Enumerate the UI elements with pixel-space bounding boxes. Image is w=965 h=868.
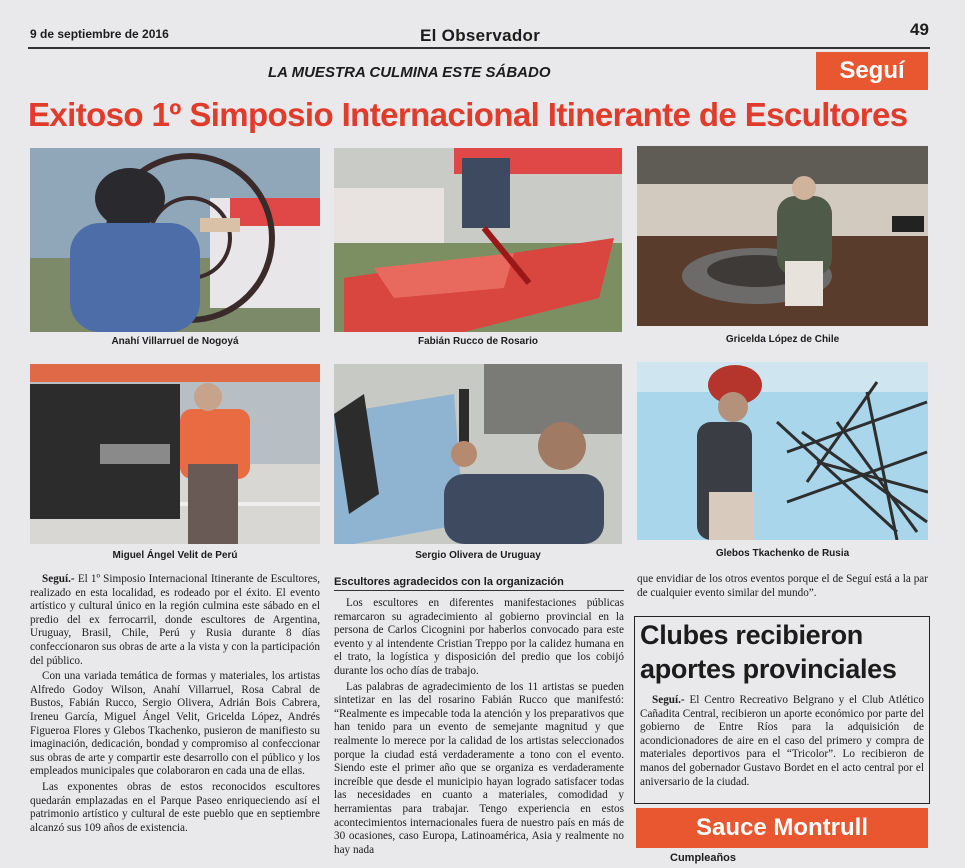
article-paragraph: Con una variada temática de formas y materiales, los artistas Alfredo Godoy Wilson, Anahí Villarruel, Rosa Cabral de Bustos, Fabián Rucco, Sergio Olivera, Adrián Bois Cabrera, Ireneu García, Miguel Ángel Velit, Gricelda López, Andrés Figueroa Flores y Glebos Tkachenko, pusieron de manifiesto su imaginación, dedicación, bondad y compromiso al confeccionar sus obras de arte y compartir este desarrollo con el público y los empleados municipales que colaboraron en cada una de ellas.: [30, 670, 320, 778]
section-band-sauce-montrull: Sauce Montrull: [636, 808, 928, 848]
photo-caption: Fabián Rucco de Rosario: [417, 336, 539, 347]
article-column-3: [637, 573, 928, 602]
photo-caption: Anahí Villarruel de Nogoyá: [111, 336, 239, 347]
article-paragraph: Seguí.- El 1º Simposio Internacional Itinerante de Escultores, realizado en esta localidad, es rodeado por el éxito. El evento artístico y cultural único en la región culmina este sábado en el predio del ex ferrocarril, donde escultores de Argentina, Uruguay, Brasil, Chile, Perú y Rusia durante 8 días confeccionaron sus obras de arte a la vista y con la participación del público.: [30, 573, 320, 667]
article-column-1: [30, 573, 320, 837]
article-paragraph: Las exponentes obras de estos reconocidos escultores quedarán emplazadas en el Parque Paseo enriqueciendo así el patrimonio artístico y cultural de este pueblo que en septiembre alcanzó sus 109 años de existencia.: [30, 780, 320, 834]
photo-caption: Sergio Olivera de Uruguay: [415, 550, 541, 561]
photo-fabian-rucco: [334, 148, 622, 332]
sidebar-title: Clubes recibieron aportes provinciales: [640, 620, 897, 684]
issue-date: 9 de septiembre de 2016: [30, 27, 169, 41]
headline: Exitoso 1º Simposio Internacional Itinerante de Escultores: [28, 96, 908, 133]
header-rule: [28, 47, 930, 49]
photo-miguel-angel-velit: [30, 364, 320, 544]
photo-sergio-olivera: [334, 364, 622, 544]
article-paragraph: Los escultores en diferentes manifestaciones públicas remarcaron su agradecimiento al gobierno provincial en la persona de Carlos Cicognini por haberlos convocado para este evento y al intendente Cristian Treppo por la calidez humana en el trato, la logística y disposición del predio que los cobijó durante los ocho días de trabajo.: [334, 597, 624, 677]
dateline: Seguí.-: [42, 573, 75, 585]
section-subhead: Cumpleaños: [670, 852, 737, 864]
photo-gricelda-lopez: [637, 146, 928, 326]
dateline: Seguí.-: [652, 694, 685, 706]
article-paragraph: Las palabras de agradecimiento de los 11 artistas se pueden sintetizar en las del rosarino Fabián Rucco que manifestó: “Realmente es impecable toda la atención y los preparativos que han tenido para un evento de semejante magnitud y que realmente lo merece por la calidad de los artistas seleccionados porque la ciudad está verdaderamente a tono con el evento. Siendo este el primer año que se organiza es verdaderamente increíble que desde el municipio hayan logrado satisfacer todas las necesidades en cuanto a materiales, comodidad y herramientas para trabajar. Tengo experiencia en estos acontecimientos internacionales fuera de nuestro país en más de 30 ocasiones, caso Europa, Latinoamérica, Asia y realmente no hay nada: [334, 680, 624, 856]
article-paragraph: que envidiar de los otros eventos porque el de Seguí está a la par de cualquier evento similar del mundo”.: [637, 573, 928, 599]
article-subhead: Escultores agradecidos con la organización: [334, 576, 564, 588]
photo-glebos-tkachenko: [637, 362, 928, 540]
photo-caption: Miguel Ángel Velit de Perú: [112, 550, 238, 561]
newspaper-name: El Observador: [420, 26, 541, 45]
page-number: 49: [910, 20, 929, 39]
section-tag: Seguí: [816, 52, 928, 90]
sidebar-text: [640, 694, 924, 791]
photo-caption: Glebos Tkachenko de Rusia: [715, 548, 850, 559]
photo-anahi-villarruel: [30, 148, 320, 332]
kicker: LA MUESTRA CULMINA ESTE SÁBADO: [268, 64, 551, 81]
sidebar-paragraph: Seguí.- El Centro Recreativo Belgrano y el Club Atlético Cañadita Central, recibieron un aporte económico por parte del gobierno de Entre Ríos para la adquisición de acondicionadores de aire en el caso del primero y compra de materiales deportivos para el “Tricolor”. Lo recibieron de manos del gobernador Gustavo Bordet en el acto central por el aniversario de la ciudad.: [640, 694, 924, 788]
article-column-2: [334, 597, 624, 859]
photo-caption: Gricelda López de Chile: [725, 334, 840, 345]
subhead-rule: [334, 590, 624, 591]
